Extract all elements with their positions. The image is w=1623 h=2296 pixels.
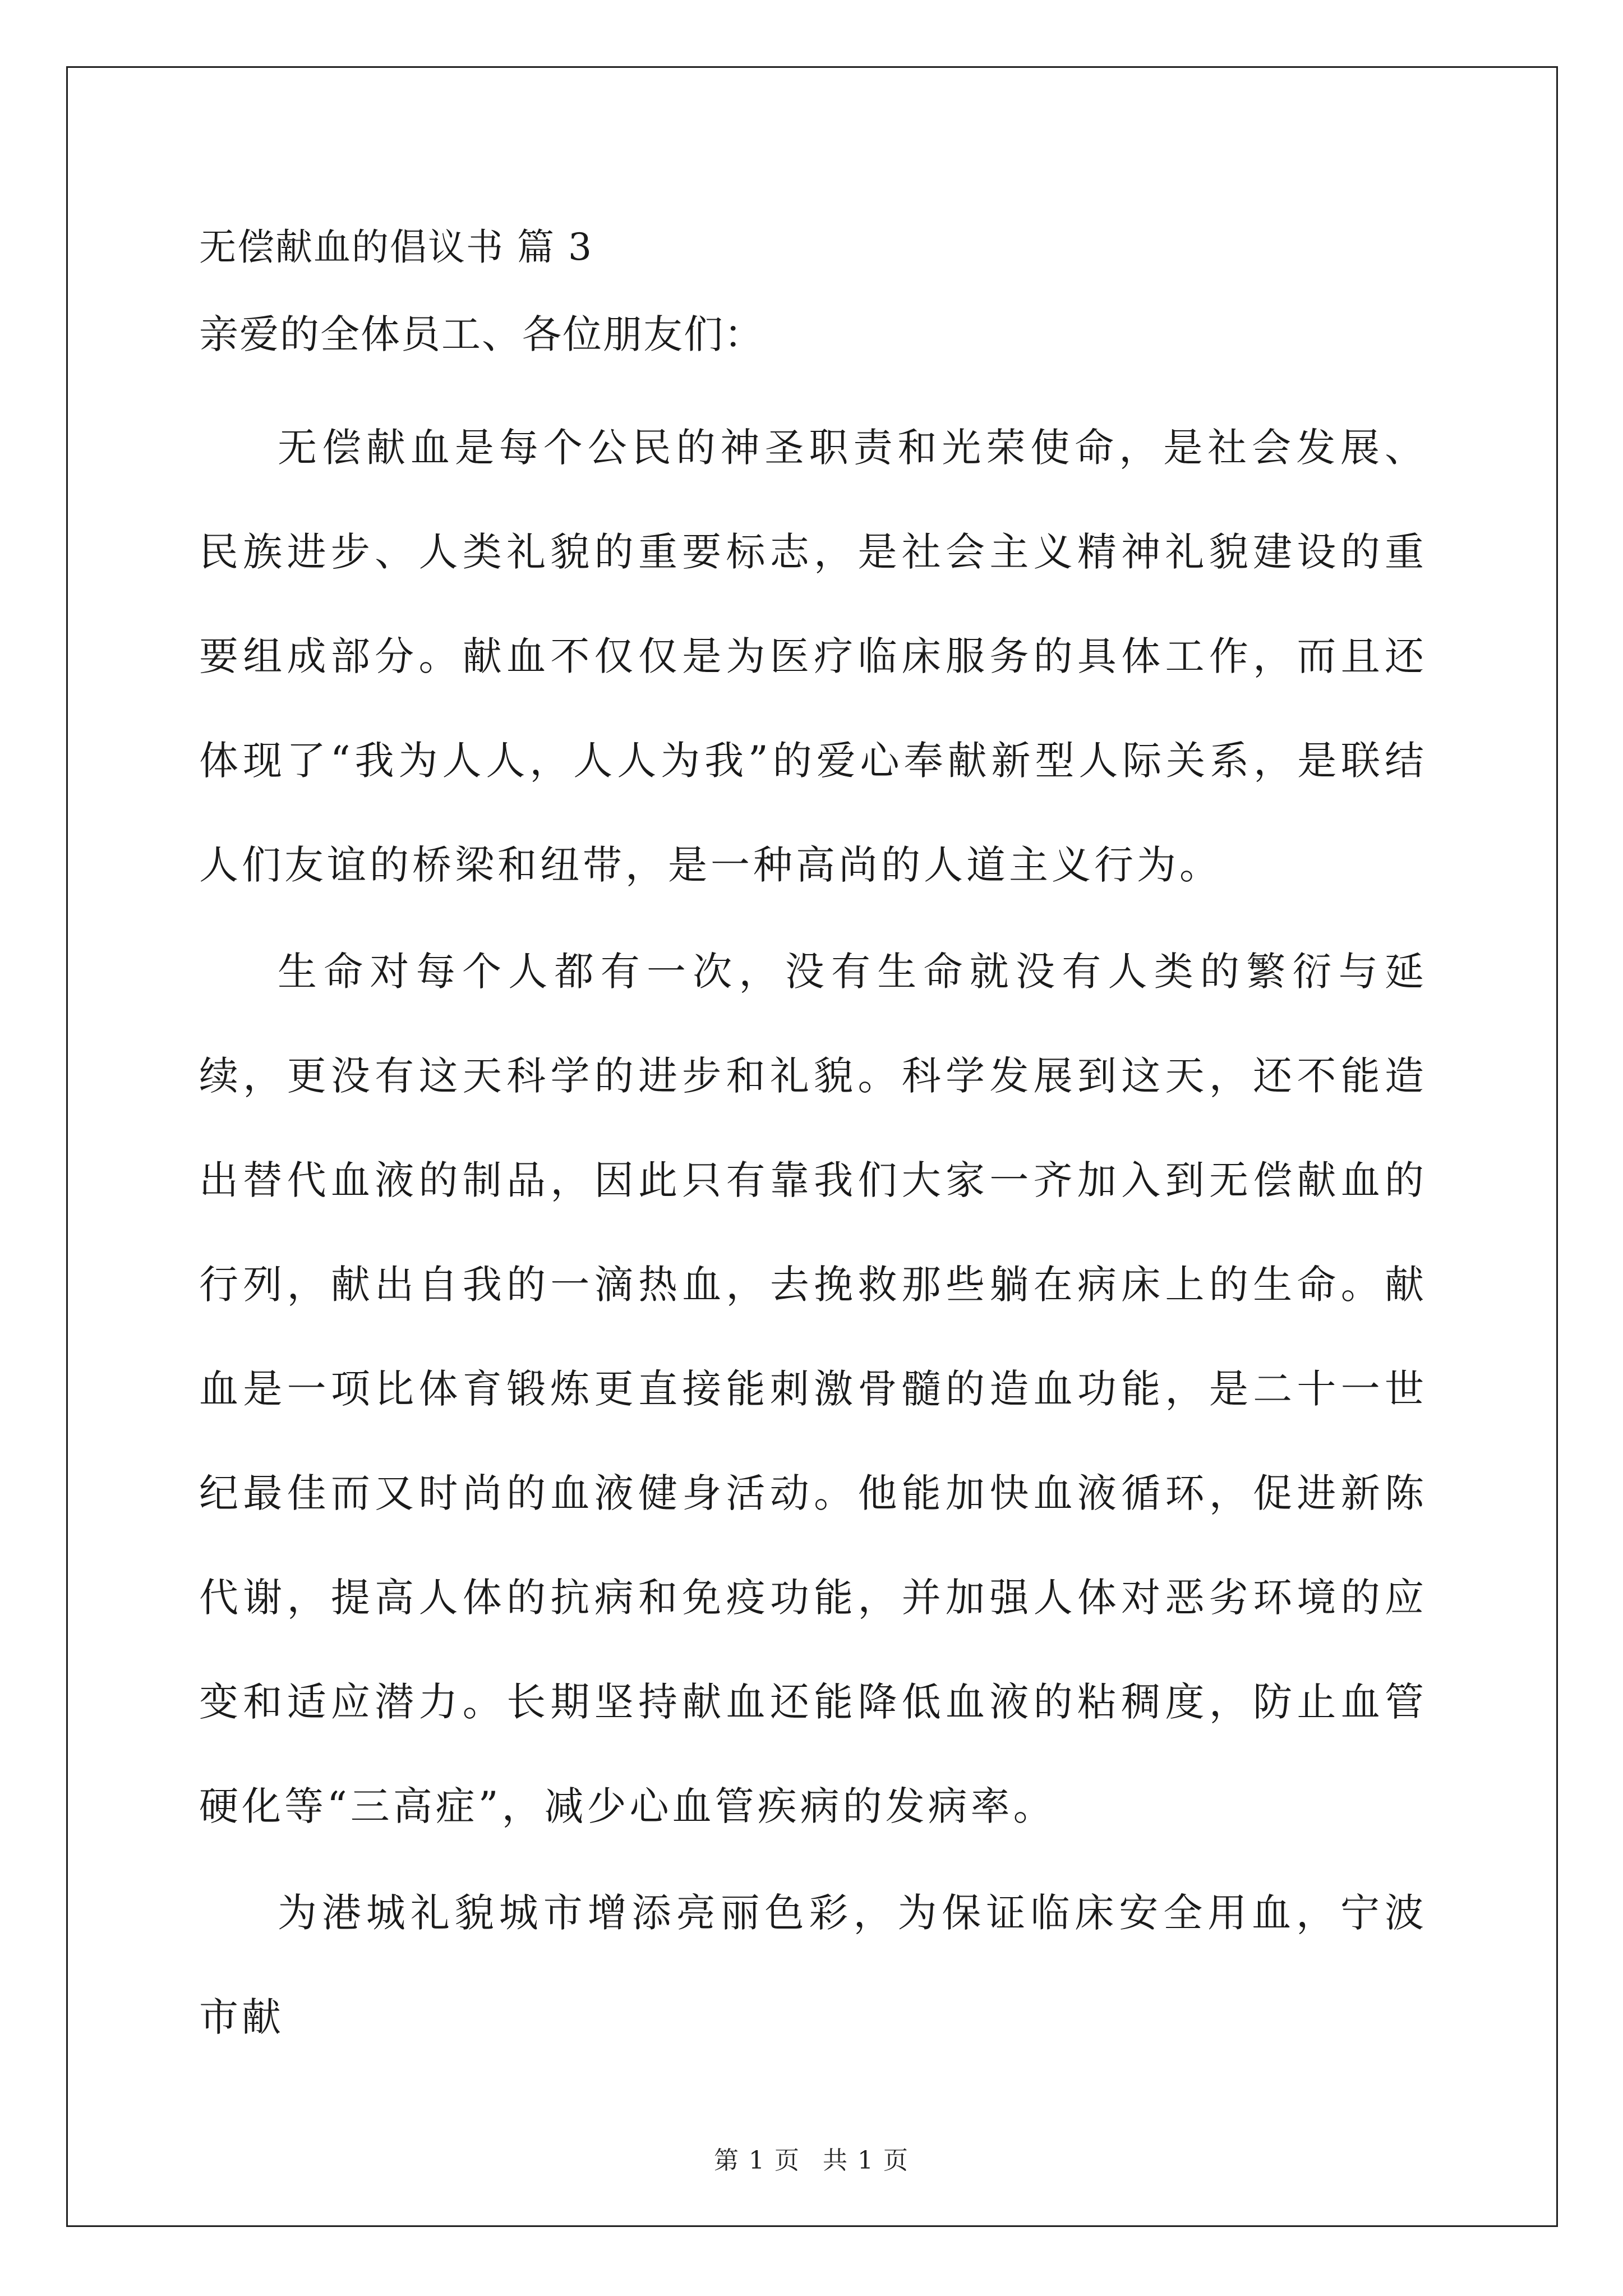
page-total: 共 1 页: [823, 2146, 909, 2175]
paragraph-3: 为港城礼貌城市增添亮丽色彩，为保证临床安全用血，宁波市献: [199, 1890, 1427, 2041]
page-number: 第 1 页: [714, 2146, 800, 2175]
paragraph-1: 无偿献血是每个公民的神圣职责和光荣使命，是社会发展、民族进步、人类礼貌的重要标志，是社会主义精神礼貌建设的重要组成部分。献血不仅仅是为医疗临床服务的具体工作，而且还体现了“我为人人，人人为我”的爱心奉献新型人际关系，是联结人们友谊的桥梁和纽带，是一种高尚的人道主义行为。: [199, 425, 1427, 889]
document-body: [199, 222, 1427, 2072]
page-footer: [0, 2140, 1623, 2176]
salutation: 亲爱的全体员工、各位朋友们：: [199, 311, 764, 358]
paragraph-2: 生命对每个人都有一次，没有生命就没有人类的繁衍与延续，更没有这天科学的进步和礼貌。科学发展到这天，还不能造出替代血液的制品，因此只有靠我们大家一齐加入到无偿献血的行列，献出自我的一滴热血，去挽救那些躺在病床上的生命。献血是一项比体育锻炼更直接能刺激骨髓的造血功能，是二十一世纪最佳而又时尚的血液健身活动。他能加快血液循环，促进新陈代谢，提高人体的抗病和免疫功能，并加强人体对恶劣环境的应变和适应潜力。长期坚持献血还能降低血液的粘稠度，防止血管硬化等“三高症”，减少心血管疾病的发病率。: [199, 949, 1427, 1830]
document-title: 无偿献血的倡议书 篇 3: [199, 226, 593, 269]
